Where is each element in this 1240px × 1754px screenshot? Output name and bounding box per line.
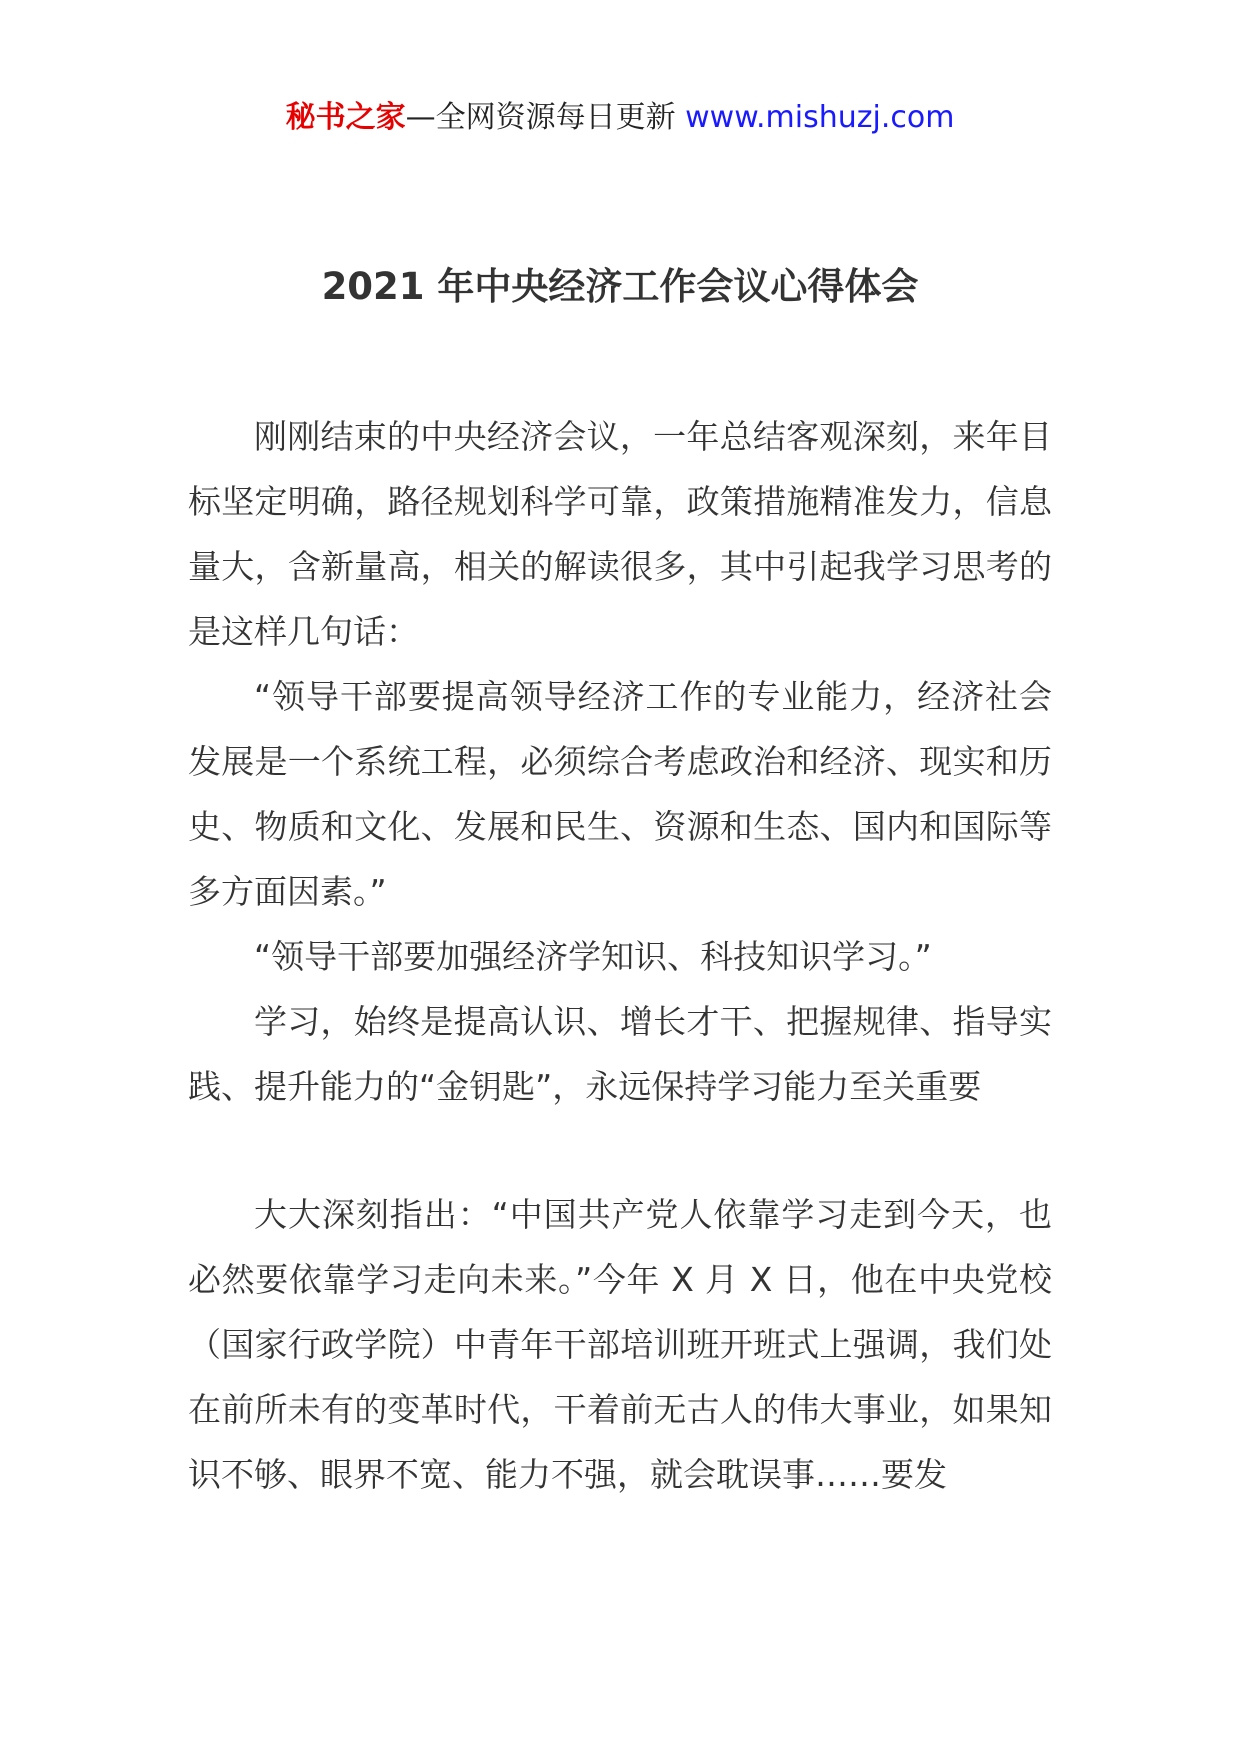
site-brand: 秘书之家 — [285, 100, 406, 135]
paragraph-intro: 刚刚结束的中央经济会议，一年总结客观深刻，来年目标坚定明确，路径规划科学可靠，政策措施精准发力，信息量大，含新量高，相关的解读很多，其中引起我学习思考的是这样几句话： — [188, 417, 1052, 651]
site-url-link[interactable]: www.mishuzj.com — [685, 100, 955, 135]
document-body-bottom — [188, 1182, 1052, 1507]
paragraph-learning: 学习，始终是提高认识、增长才干、把握规律、指导实践、提升能力的“金钥匙”，永远保持学习能力至关重要 — [188, 1002, 1052, 1106]
site-header — [0, 98, 1240, 138]
paragraph-quote-2: “领导干部要加强经济学知识、科技知识学习。” — [254, 937, 932, 976]
site-tagline: —全网资源每日更新 — [405, 100, 686, 135]
paragraph-quote-1: “领导干部要提高领导经济工作的专业能力，经济社会发展是一个系统工程，必须综合考虑政治和经济、现实和历史、物质和文化、发展和民生、资源和生态、国内和国际等多方面因素。” — [188, 677, 1052, 911]
document-body-top — [188, 404, 1052, 1119]
document-title: 2021 年中央经济工作会议心得体会 — [321, 265, 919, 308]
paragraph-speech: 大大深刻指出：“中国共产党人依靠学习走到今天，也必然要依靠学习走向未来。”今年 X 月 X 日，他在中央党校（国家行政学院）中青年干部培训班开班式上强调，我们处在前所未有的变革时代，干着前无古人的伟大事业，如果知识不够、眼界不宽、能力不强，就会耽误事……要发 — [188, 1195, 1052, 1494]
